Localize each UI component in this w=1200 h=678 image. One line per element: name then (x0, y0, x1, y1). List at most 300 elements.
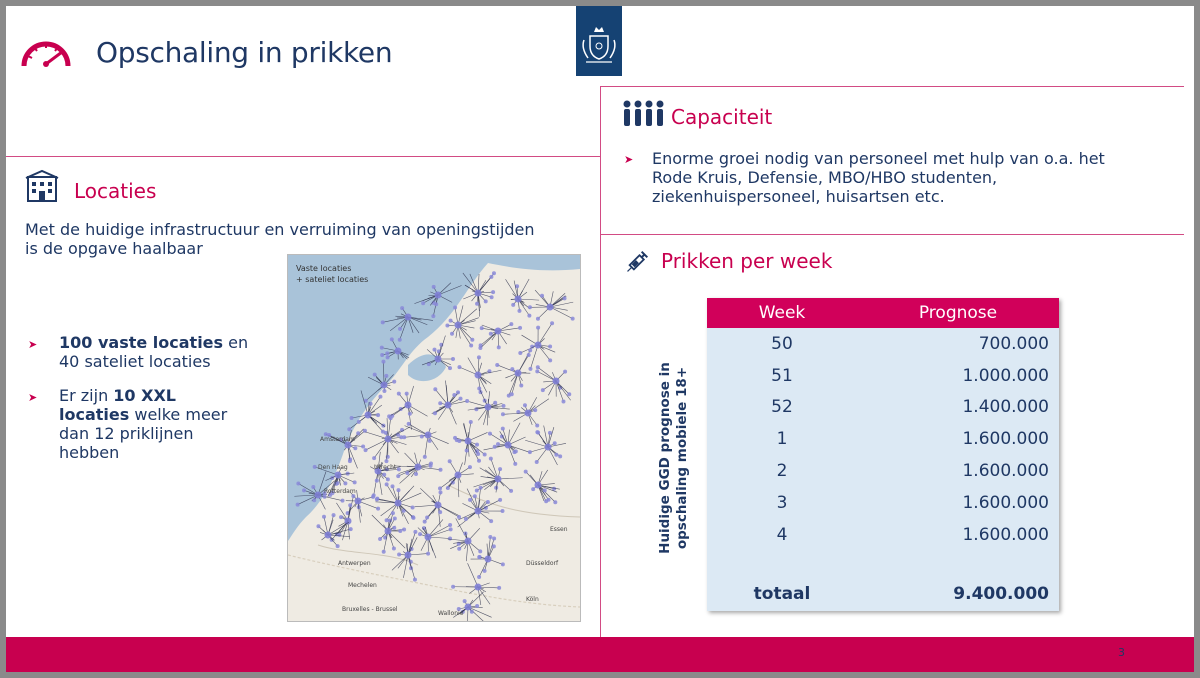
map-location-dot (376, 507, 380, 511)
map-location-dot (488, 432, 492, 436)
map-city-label: Mechelen (348, 582, 377, 589)
table-side-label (654, 298, 694, 618)
map-location-hub (335, 472, 342, 479)
prognose-cell: 1.600.000 (857, 519, 1059, 551)
map-location-dot (470, 338, 474, 342)
map-location-hub (435, 292, 442, 299)
table-header-row (707, 298, 1059, 328)
map-location-dot (380, 346, 384, 350)
map-location-dot (475, 604, 479, 608)
total-value-cell: 9.400.000 (857, 577, 1059, 611)
bullet-arrow-icon: ➤ (624, 153, 634, 166)
week-cell: 3 (707, 487, 857, 519)
map-location-dot (382, 473, 386, 477)
map-location-dot (423, 455, 427, 459)
map-location-dot (389, 416, 393, 420)
map-location-dot (398, 338, 402, 342)
page-title: Opschaling in prikken (96, 36, 393, 69)
map-location-dot (431, 314, 435, 318)
map-location-dot (386, 355, 390, 359)
map-location-dot (423, 520, 427, 524)
map-location-hub (547, 304, 554, 311)
map-location-dot (398, 327, 402, 331)
map-location-dot (391, 511, 395, 515)
map-location-dot (536, 431, 540, 435)
bullet2-line3: dan 12 priklijnen (59, 424, 194, 443)
map-location-dot (497, 345, 501, 349)
map-location-dot (405, 471, 409, 475)
map-location-dot (397, 467, 401, 471)
map-location-dot (553, 441, 557, 445)
map-location-dot (477, 355, 481, 359)
footer-bar (6, 637, 1194, 672)
bullet-arrow-icon: ➤ (28, 338, 38, 351)
table-row (707, 328, 1059, 360)
map-location-dot (489, 519, 493, 523)
map-location-dot (332, 513, 336, 517)
map-location-dot (470, 610, 474, 614)
map-location-dot (480, 326, 484, 330)
map-location-hub (515, 296, 522, 303)
map-location-hub (535, 482, 542, 489)
prognose-table (707, 298, 1059, 611)
map-location-dot (548, 344, 552, 348)
map-location-dot (445, 324, 449, 328)
map-location-dot (464, 517, 468, 521)
map-location-dot (432, 285, 436, 289)
map-location-dot (296, 503, 300, 507)
map-city-label: Rotterdam (324, 488, 356, 495)
map-location-dot (531, 487, 535, 491)
map-location-dot (468, 465, 472, 469)
map-location-dot (496, 442, 500, 446)
map-location-dot (432, 348, 436, 352)
prognose-cell: 1.600.000 (857, 487, 1059, 519)
map-location-dot (483, 453, 487, 457)
map-location-dot (528, 450, 532, 454)
map-location-dot (339, 515, 343, 519)
map-location-dot (420, 435, 424, 439)
map-location-dot (535, 369, 539, 373)
map-location-hub (325, 532, 332, 539)
map-location-dot (477, 387, 481, 391)
map-location-hub (485, 556, 492, 563)
map-location-hub (381, 382, 388, 389)
map-location-dot (490, 295, 494, 299)
map-location-hub (515, 370, 522, 377)
map-location-dot (348, 459, 352, 463)
map-location-dot (386, 455, 390, 459)
map-location-dot (312, 498, 316, 502)
map-location-dot (364, 448, 368, 452)
map-location-hub (395, 500, 402, 507)
map-location-dot (393, 516, 397, 520)
map-location-dot (439, 468, 443, 472)
map-location-dot (316, 524, 320, 528)
map-location-dot (489, 332, 493, 336)
map-location-dot (438, 510, 442, 514)
map-location-dot (469, 344, 473, 348)
map-location-dot (478, 346, 482, 350)
table-row (707, 487, 1059, 519)
map-location-dot (373, 373, 377, 377)
map-location-dot (524, 470, 528, 474)
map-location-hub (465, 538, 472, 545)
map-location-dot (396, 474, 400, 478)
map-location-dot (511, 303, 515, 307)
map-location-dot (527, 353, 531, 357)
map-location-dot (558, 454, 562, 458)
bullet-xxl-locaties (59, 386, 289, 462)
divider-line (6, 156, 600, 157)
capaciteit-line-3: ziekenhuispersoneel, huisartsen etc. (652, 187, 945, 206)
week-cell: 4 (707, 519, 857, 551)
map-location-dot (380, 353, 384, 357)
map-location-dot (509, 322, 513, 326)
map-location-dot (322, 515, 326, 519)
map-city-label: Antwerpen (338, 560, 371, 567)
map-location-dot (513, 462, 517, 466)
map-location-hub (405, 552, 412, 559)
map-location-dot (438, 401, 442, 405)
map-location-dot (550, 321, 554, 325)
map-location-dot (517, 309, 521, 313)
map-location-dot (382, 389, 386, 393)
map-location-dot (353, 446, 357, 450)
map-location-dot (385, 351, 389, 355)
map-location-dot (492, 271, 496, 275)
map-location-dot (371, 495, 375, 499)
map-location-dot (477, 575, 481, 579)
map-location-dot (484, 299, 488, 303)
map-location-dot (463, 599, 467, 603)
slide (6, 6, 1194, 672)
people-icon (622, 99, 664, 127)
divider-line (600, 86, 601, 637)
map-location-dot (498, 498, 502, 502)
map-location-dot (413, 578, 417, 582)
map-location-dot (457, 439, 461, 443)
map-location-dot (469, 420, 473, 424)
map-location-dot (528, 348, 532, 352)
side-label-line-2: opschaling mobiele 18+ (674, 366, 690, 550)
map-location-dot (478, 549, 482, 553)
map-location-dot (527, 314, 531, 318)
map-location-dot (450, 332, 454, 336)
map-location-dot (492, 536, 496, 540)
map-location-dot (438, 490, 442, 494)
map-city-label: Amsterdam (320, 436, 355, 443)
map-location-dot (449, 319, 453, 323)
map-location-dot (489, 457, 493, 461)
week-cell: 50 (707, 328, 857, 360)
map-location-dot (350, 416, 354, 420)
bullet-vaste-locaties (59, 333, 289, 371)
map-city-label: Wallonie (438, 610, 464, 617)
building-icon (22, 169, 62, 203)
prognose-cell: 1.600.000 (857, 423, 1059, 455)
total-label-cell: totaal (707, 577, 857, 611)
table-row (707, 392, 1059, 424)
map-location-hub (535, 342, 542, 349)
capaciteit-heading: Capaciteit (671, 105, 773, 129)
map-location-dot (477, 459, 481, 463)
map-location-dot (465, 449, 469, 453)
map-location-dot (449, 527, 453, 531)
map-location-dot (533, 408, 537, 412)
map-location-dot (536, 326, 540, 330)
page-number: 3 (1118, 646, 1125, 659)
map-location-dot (397, 553, 401, 557)
map-location-dot (408, 412, 412, 416)
map-location-dot (518, 326, 522, 330)
locations-map (287, 254, 581, 622)
map-location-dot (497, 586, 501, 590)
map-location-dot (510, 392, 514, 396)
capaciteit-text (652, 149, 1182, 206)
map-location-dot (378, 395, 382, 399)
map-location-hub (495, 328, 502, 335)
bullet1-bold: 100 vaste locaties (59, 333, 224, 352)
map-location-dot (446, 486, 450, 490)
map-location-hub (425, 432, 432, 439)
map-location-hub (495, 476, 502, 483)
map-location-hub (365, 412, 372, 419)
map-city-label: Essen (550, 526, 568, 533)
side-label-line-1: Huidige GGD prognose in (657, 362, 673, 554)
map-location-dot (543, 488, 547, 492)
map-location-dot (465, 399, 469, 403)
map-location-hub (315, 492, 322, 499)
prognose-cell: 700.000 (857, 328, 1059, 360)
map-location-dot (433, 387, 437, 391)
map-location-dot (468, 498, 472, 502)
map-location-dot (313, 465, 317, 469)
map-location-dot (548, 358, 552, 362)
map-location-dot (536, 365, 540, 369)
map-location-dot (493, 401, 497, 405)
table-row (707, 519, 1059, 551)
map-location-dot (501, 427, 505, 431)
map-location-dot (459, 397, 463, 401)
intro-line-2: is de opgave haalbaar (25, 239, 203, 258)
map-location-dot (561, 399, 565, 403)
map-location-hub (435, 356, 442, 363)
intro-line-1: Met de huidige infrastructuur en verruiming van openingstijden (25, 220, 535, 239)
map-location-dot (384, 431, 388, 435)
map-location-dot (563, 296, 567, 300)
map-location-dot (475, 302, 479, 306)
bullet1-line2: 40 sateliet locaties (59, 352, 211, 371)
map-location-dot (536, 317, 540, 321)
map-location-hub (435, 502, 442, 509)
map-location-hub (425, 534, 432, 541)
map-location-dot (456, 390, 460, 394)
map-location-dot (457, 547, 461, 551)
map-location-hub (345, 518, 352, 525)
map-location-dot (518, 351, 522, 355)
map-location-dot (421, 301, 425, 305)
map-location-dot (502, 404, 506, 408)
map-location-dot (336, 544, 340, 548)
map-location-hub (545, 444, 552, 451)
map-location-dot (376, 413, 380, 417)
map-location-dot (407, 422, 411, 426)
week-cell: 2 (707, 455, 857, 487)
locaties-intro (25, 220, 595, 258)
map-location-dot (491, 290, 495, 294)
map-location-dot (385, 518, 389, 522)
map-location-dot (402, 527, 406, 531)
map-location-hub (525, 410, 532, 417)
map-location-dot (553, 500, 557, 504)
map-location-dot (402, 509, 406, 513)
map-location-dot (486, 500, 490, 504)
map-location-dot (501, 412, 505, 416)
map-location-dot (483, 569, 487, 573)
map-location-dot (398, 529, 402, 533)
map-legend-line1: Vaste locaties (296, 264, 352, 273)
map-location-dot (488, 535, 492, 539)
bullet2-bold2: locaties (59, 405, 130, 424)
map-location-dot (448, 366, 452, 370)
map-location-dot (381, 320, 385, 324)
table-row (707, 360, 1059, 392)
bullet-arrow-icon: ➤ (28, 391, 38, 404)
map-location-dot (413, 530, 417, 534)
map-location-dot (302, 488, 306, 492)
map-location-hub (505, 442, 512, 449)
map-location-dot (356, 431, 360, 435)
map-location-dot (571, 317, 575, 321)
map-location-dot (457, 365, 461, 369)
map-location-dot (535, 460, 539, 464)
map-location-dot (378, 537, 382, 541)
map-location-dot (384, 459, 388, 463)
map-location-dot (426, 552, 430, 556)
divider-line (600, 86, 1184, 87)
map-location-dot (375, 479, 379, 483)
map-location-dot (540, 294, 544, 298)
map-location-dot (452, 393, 456, 397)
map-location-hub (485, 404, 492, 411)
prognose-cell: 1.400.000 (857, 392, 1059, 424)
map-location-dot (495, 363, 499, 367)
map-location-dot (414, 472, 418, 476)
table-row (707, 455, 1059, 487)
map-location-dot (411, 505, 415, 509)
map-location-hub (385, 436, 392, 443)
map-location-hub (385, 528, 392, 535)
map-city-label: Bruxelles - Brussel (342, 606, 398, 613)
map-location-dot (453, 305, 457, 309)
map-location-dot (451, 585, 455, 589)
map-location-hub (475, 508, 482, 515)
map-location-dot (448, 459, 452, 463)
prognose-cell: 1.000.000 (857, 360, 1059, 392)
map-location-dot (428, 439, 432, 443)
capaciteit-line-2: Rode Kruis, Defensie, MBO/HBO studenten, (652, 168, 998, 187)
map-location-dot (357, 420, 361, 424)
map-city-label: Den Haag (318, 464, 348, 471)
prikken-heading: Prikken per week (661, 249, 833, 273)
map-location-dot (475, 489, 479, 493)
map-location-dot (523, 403, 527, 407)
map-location-dot (341, 499, 345, 503)
bullet2-line4: hebben (59, 443, 120, 462)
map-location-dot (498, 467, 502, 471)
map-location-hub (455, 472, 462, 479)
map-location-hub (415, 464, 422, 471)
map-location-dot (425, 515, 429, 519)
map-location-dot (448, 523, 452, 527)
map-location-dot (296, 481, 300, 485)
map-location-dot (384, 374, 388, 378)
map-location-hub (475, 290, 482, 297)
map-location-dot (353, 480, 357, 484)
map-location-dot (541, 388, 545, 392)
map-location-dot (473, 494, 477, 498)
map-location-hub (475, 372, 482, 379)
map-location-dot (402, 435, 406, 439)
map-location-dot (438, 486, 442, 490)
table-total-row (707, 577, 1059, 611)
map-location-dot (349, 527, 353, 531)
bullet2-rest: welke meer (129, 405, 228, 424)
map-location-dot (372, 456, 376, 460)
map-city-label: Utrecht (374, 464, 397, 471)
map-location-dot (386, 477, 390, 481)
map-location-dot (392, 547, 396, 551)
map-location-hub (445, 402, 452, 409)
map-location-dot (477, 555, 481, 559)
map-location-hub (475, 584, 482, 591)
map-location-dot (433, 411, 437, 415)
map-location-hub (395, 348, 402, 355)
week-cell: 1 (707, 423, 857, 455)
map-city-label: Düsseldorf (526, 560, 559, 567)
map-legend-line2: + sateliet locaties (296, 275, 369, 284)
map-city-label: Köln (526, 596, 539, 603)
map-location-dot (382, 550, 386, 554)
map-location-hub (355, 498, 362, 505)
bullet1-rest: en (223, 333, 249, 352)
map-location-dot (489, 275, 493, 279)
divider-line (600, 234, 1184, 235)
prognose-cell: 1.600.000 (857, 455, 1059, 487)
table-spacer-row (707, 551, 1059, 577)
map-location-dot (554, 453, 558, 457)
map-location-hub (553, 378, 560, 385)
map-location-dot (375, 497, 379, 501)
week-cell: 51 (707, 360, 857, 392)
map-location-dot (343, 481, 347, 485)
map-location-dot (453, 436, 457, 440)
map-location-hub (465, 604, 472, 611)
bullet2-pre: Er zijn (59, 386, 114, 405)
map-location-dot (418, 532, 422, 536)
locaties-heading: Locaties (74, 179, 157, 203)
map-location-dot (563, 370, 567, 374)
map-location-dot (390, 337, 394, 341)
map-location-dot (493, 445, 497, 449)
syringe-icon (622, 249, 650, 277)
week-cell: 52 (707, 392, 857, 424)
column-header-prognose: Prognose (857, 298, 1059, 328)
bullet2-bold1: 10 XXL (113, 386, 176, 405)
map-location-dot (512, 450, 516, 454)
coat-of-arms-logo (576, 6, 622, 76)
